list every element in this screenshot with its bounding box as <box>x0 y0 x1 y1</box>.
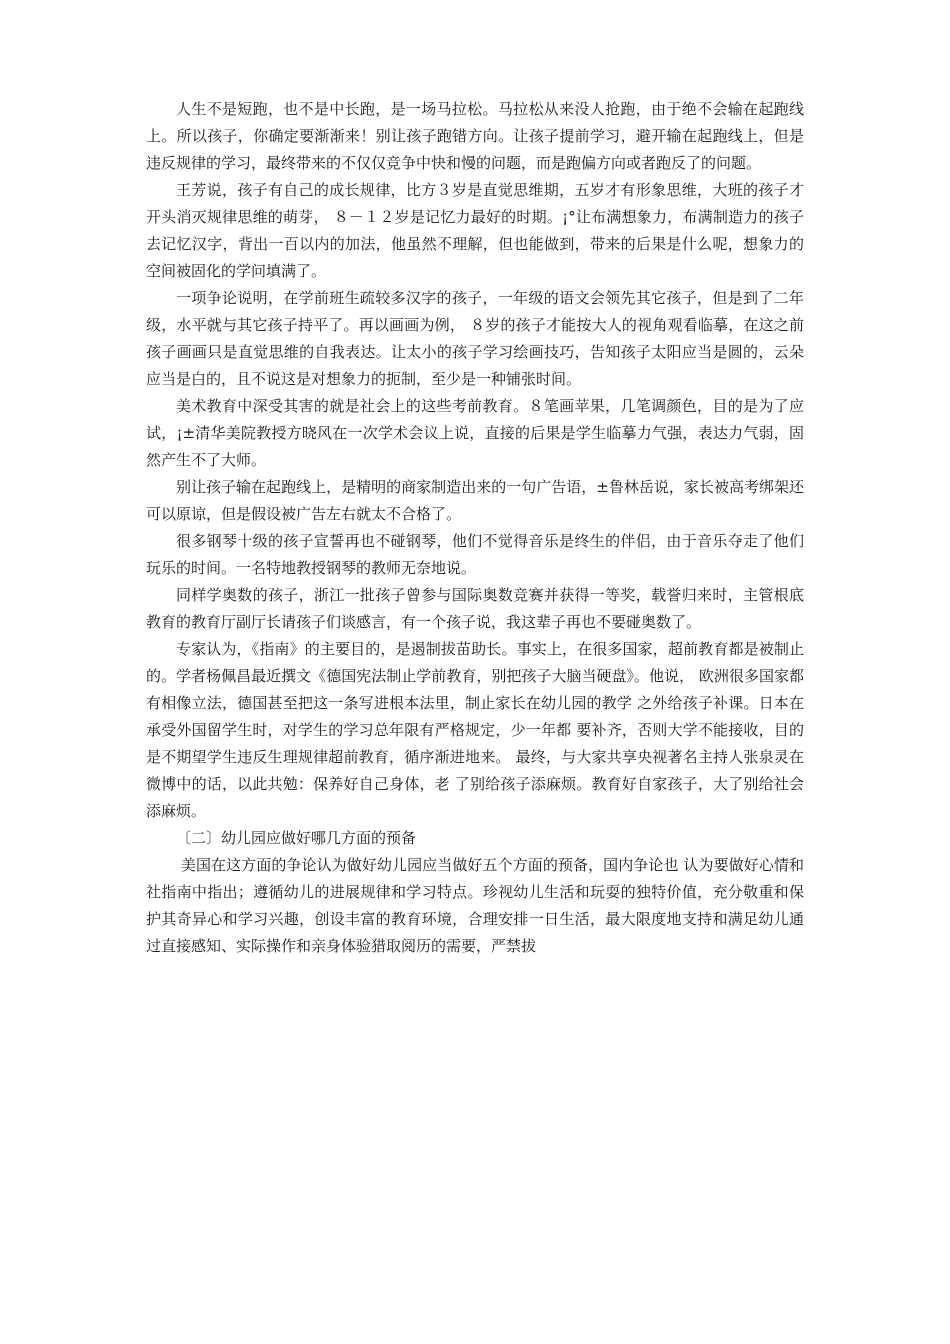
paragraph-1: 人生不是短跑，也不是中长跑，是一场马拉松。马拉松从来没人抢跑，由于绝不会输在起跑线上。所以孩子，你确定要渐渐来！别让孩子跑错方向。让孩子提前学习，避开输在起跑线上，但是违反规律的学习，最终带来的不仅仅竞争中快和慢的问题，而是跑偏方向或者跑反了的问题。 <box>146 100 804 172</box>
document-page <box>146 96 804 960</box>
paragraph-7: 同样学奥数的孩子，浙江一批孩子曾参与国际奥数竞赛并获得一等奖，载誉归来时，主管根底教育的教育厅副厅长请孩子们谈感言，有一个孩子说，我这辈子再也不要碰奥数了。 <box>146 586 804 631</box>
paragraph-9: 美国在这方面的争论认为做好幼儿园应当做好五个方面的预备，国内争论也 认为要做好心情和社指南中指出；遵循幼儿的进展规律和学习特点。珍视幼儿生活和玩耍的独特价值，充分敬重和保护其奇异心和学习兴趣，创设丰富的教育环境，合理安排一日生活，最大限度地支持和满足幼儿通过直接感知、实际操作和亲身体验猎取阅历的需要，严禁拔 <box>146 856 804 955</box>
paragraph-8: 专家认为，《指南》的主要目的，是遏制拔苗助长。事实上，在很多国家，超前教育都是被制止的。学者杨佩昌最近撰文《德国宪法制止学前教育，别把孩子大脑当硬盘》。他说， 欧洲很多国家都有相像立法，德国甚至把这一条写进根本法里，制止家长在幼儿园的教学 之外给孩子补课。日本在承受外国留学生时，对学生的学习总年限有严格规定，少一年都 要补齐，否则大学不能接收，目的是不期望学生违反生理规律超前教育，循序渐进地来。 最终，与大家共享央视著名主持人张泉灵在微博中的话，以此共勉：保养好自己身体，老 了别给孩子添麻烦。教育好自家孩子，大了别给社会添麻烦。 <box>146 640 804 820</box>
paragraph-5: 别让孩子输在起跑线上，是精明的商家制造出来的一句广告语，±鲁林岳说，家长被高考绑架还可以原谅，但是假设被广告左右就太不合格了。 <box>146 478 804 523</box>
section-heading: 〔二〕幼儿园应做好哪几方面的预备 <box>176 829 417 847</box>
paragraph-3: 一项争论说明，在学前班生疏较多汉字的孩子，一年级的语文会领先其它孩子，但是到了二年级，水平就与其它孩子持平了。再以画画为例， ８岁的孩子才能按大人的视角观看临摹，在这之前孩子画画只是直觉思维的自我表达。让太小的孩子学习绘画技巧，告知孩子太阳应当是圆的，云朵应当是白的，且不说这是对想象力的扼制，至少是一种铺张时间。 <box>146 289 804 388</box>
paragraph-2: 王芳说，孩子有自己的成长规律，比方３岁是直觉思维期，五岁才有形象思维，大班的孩子才开头消灭规律思维的萌芽， ８－１２岁是记忆力最好的时期。¡°让布满想象力，布满制造力的孩子去记忆汉字，背出一百以内的加法，他虽然不理解，但也能做到，带来的后果是什么呢，想象力的空间被固化的学问填满了。 <box>146 181 804 280</box>
paragraph-4: 美术教育中深受其害的就是社会上的这些考前教育。８笔画苹果，几笔调颜色，目的是为了应试，¡±清华美院教授方晓风在一次学术会议上说，直接的后果是学生临摹力气强，表达力气弱，固然产生不了大师。 <box>146 397 804 469</box>
paragraph-6: 很多钢琴十级的孩子宣誓再也不碰钢琴，他们不觉得音乐是终生的伴侣，由于音乐夺走了他们玩乐的时间。一名特地教授钢琴的教师无奈地说。 <box>146 532 804 577</box>
